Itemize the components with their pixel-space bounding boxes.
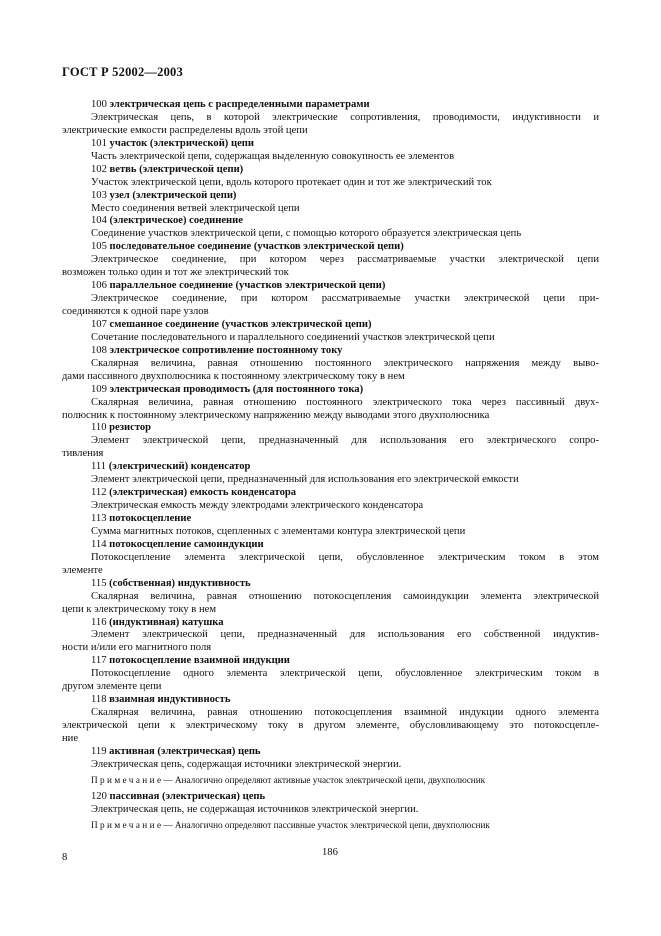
definition-line: Электрическая емкость между электродами электрического конденсатора bbox=[91, 500, 424, 512]
definition-line: Элемент электрической цепи, предназначенный для использования его электрической емкости bbox=[91, 474, 519, 486]
term-heading bbox=[62, 513, 599, 526]
term-heading bbox=[62, 655, 599, 668]
term-title: (электрическая) емкость конденсатора bbox=[109, 487, 297, 499]
term-number: 107 bbox=[91, 318, 107, 330]
note-line bbox=[62, 772, 599, 788]
term-number: 105 bbox=[91, 241, 107, 253]
term-number: 114 bbox=[91, 538, 107, 550]
term-number: 113 bbox=[91, 513, 107, 524]
sheet-number: 186 bbox=[322, 847, 338, 858]
term-heading bbox=[62, 791, 599, 804]
definition-line: ние bbox=[62, 732, 79, 744]
term-number: 116 bbox=[91, 616, 107, 628]
definition-line: Участок электрической цепи, вдоль которого протекает один и тот же электрический ток bbox=[91, 176, 492, 188]
definition-line: Скалярная величина, равная отношению потокосцепления самоиндукции элемента электрической bbox=[91, 590, 599, 602]
term-number: 119 bbox=[91, 745, 107, 757]
term-title: (электрический) конденсатор bbox=[108, 461, 251, 473]
term-heading bbox=[62, 280, 599, 293]
term-heading bbox=[62, 319, 599, 332]
term-entry bbox=[62, 241, 599, 280]
term-heading bbox=[62, 138, 599, 151]
term-number: 112 bbox=[91, 487, 107, 499]
note-text: — Аналогично определяют пассивные участок электрической цепи, двухполюсник bbox=[163, 819, 490, 830]
term-entry bbox=[62, 694, 599, 746]
term-title: (электрическое) соединение bbox=[109, 215, 243, 227]
definition-line: Соединение участков электрической цепи, с помощью которого образуется электрическая цепь bbox=[91, 228, 522, 240]
definition-line: Электрическое соединение, при котором рассматриваемые участки электрической цепи при- bbox=[91, 293, 599, 305]
term-number: 104 bbox=[91, 215, 107, 227]
term-heading bbox=[62, 345, 599, 358]
term-title: последовательное соединение (участков электрической цепи) bbox=[109, 241, 404, 253]
term-entry bbox=[62, 190, 599, 216]
term-entry bbox=[62, 461, 599, 487]
term-entry bbox=[62, 384, 599, 423]
note-text: — Аналогично определяют активные участок электрической цепи, двухполюсник bbox=[163, 774, 486, 785]
term-entry bbox=[62, 791, 599, 836]
term-title: электрическое сопротивление постоянному току bbox=[109, 344, 343, 356]
term-entry bbox=[62, 138, 599, 164]
term-heading bbox=[62, 461, 599, 474]
definition-line: электрической цепи к электрическому току в другом элементе, обусловливающему это потокосцепле- bbox=[62, 720, 599, 731]
term-title: ветвь (электрической цепи) bbox=[109, 163, 244, 175]
term-title: участок (электрической) цепи bbox=[109, 137, 254, 149]
definition-line: Потокосцепление одного элемента электрической цепи, обусловленное электрическим током в bbox=[91, 668, 599, 680]
term-title: взаимная индуктивность bbox=[109, 694, 231, 706]
term-title: электрическая проводимость (для постоянного тока) bbox=[109, 383, 364, 395]
terms-list bbox=[62, 99, 599, 836]
term-entry bbox=[62, 539, 599, 578]
term-number: 101 bbox=[91, 137, 107, 149]
note-line bbox=[62, 817, 599, 833]
term-heading bbox=[62, 422, 599, 435]
term-title: потокосцепление самоиндукции bbox=[109, 538, 264, 550]
term-heading bbox=[62, 746, 599, 759]
term-heading bbox=[62, 241, 599, 254]
definition-line: Элемент электрической цепи, предназначенный для использования его электрического сопро- bbox=[91, 435, 599, 447]
term-number: 100 bbox=[91, 99, 107, 110]
term-number: 111 bbox=[91, 461, 107, 473]
term-title: узел (электрической цепи) bbox=[109, 189, 237, 201]
definition-line: Электрическое соединение, при котором через рассматриваемые участки электрической цепи bbox=[91, 254, 599, 266]
term-entry bbox=[62, 422, 599, 461]
term-heading bbox=[62, 578, 599, 591]
definition-line: Электрическая цепь, в которой электрические сопротивления, проводимости, индуктивности и bbox=[91, 111, 599, 123]
term-number: 106 bbox=[91, 280, 107, 292]
definition-line: электрические емкости распределены вдоль этой цепи bbox=[62, 124, 308, 136]
term-heading bbox=[62, 164, 599, 177]
term-heading bbox=[62, 215, 599, 228]
term-title: пассивная (электрическая) цепь bbox=[109, 790, 266, 802]
term-entry bbox=[62, 345, 599, 384]
definition-line: Элемент электрической цепи, предназначенный для использования его собственной индуктив- bbox=[91, 629, 599, 641]
definition-line: возможен только один и тот же электрический ток bbox=[62, 267, 289, 279]
term-number: 110 bbox=[91, 422, 107, 434]
definition-line: Часть электрической цепи, содержащая выделенную совокупность ее элементов bbox=[91, 150, 455, 162]
term-number: 108 bbox=[91, 344, 107, 356]
term-entry bbox=[62, 164, 599, 190]
document-code: ГОСТ Р 52002—2003 bbox=[62, 65, 183, 79]
term-number: 117 bbox=[91, 655, 107, 667]
note-spacer bbox=[62, 833, 599, 836]
definition-line: Потокосцепление элемента электрической цепи, обусловленное электрическим током в этом bbox=[91, 551, 599, 563]
definition-line: Место соединения ветвей электрической цепи bbox=[91, 202, 300, 214]
definition-line: другом элементе цепи bbox=[62, 681, 162, 693]
term-title: (собственная) индуктивность bbox=[109, 577, 251, 589]
definition-line: Скалярная величина, равная отношению постоянного электрического тока через пассивный двух- bbox=[91, 396, 599, 408]
definition-line: Электрическая цепь, содержащая источники электрической энергии. bbox=[91, 758, 402, 770]
term-heading bbox=[62, 384, 599, 397]
term-heading bbox=[62, 487, 599, 500]
term-entry bbox=[62, 280, 599, 319]
term-heading bbox=[62, 99, 599, 112]
page-number: 8 bbox=[62, 852, 68, 863]
document-header bbox=[62, 65, 183, 80]
term-number: 102 bbox=[91, 163, 107, 175]
definition-line: элементе bbox=[62, 564, 103, 576]
term-number: 118 bbox=[91, 694, 107, 706]
term-entry bbox=[62, 319, 599, 345]
definition-line: дами пассивного двухполюсника к постоянному электрическому току в нем bbox=[62, 370, 405, 382]
term-entry bbox=[62, 487, 599, 513]
term-heading bbox=[62, 617, 599, 630]
term-heading bbox=[62, 190, 599, 203]
term-title: резистор bbox=[109, 422, 152, 434]
term-number: 115 bbox=[91, 577, 107, 589]
definition-line: Скалярная величина, равная отношению потокосцепления взаимной индукции одного элемента bbox=[91, 707, 599, 719]
term-entry bbox=[62, 215, 599, 241]
definition-line: Электрическая цепь, не содержащая источников электрической энергии. bbox=[91, 803, 419, 815]
definition-line: ности и/или его магнитного поля bbox=[62, 642, 212, 654]
term-number: 103 bbox=[91, 189, 107, 201]
definition-line: Скалярная величина, равная отношению постоянного электрического напряжения между выво- bbox=[91, 357, 599, 369]
term-title: электрическая цепь с распределенными параметрами bbox=[109, 99, 370, 110]
term-number: 120 bbox=[91, 790, 107, 802]
term-heading bbox=[62, 539, 599, 552]
term-title: активная (электрическая) цепь bbox=[109, 745, 261, 757]
note-label: Примечание bbox=[91, 774, 164, 785]
term-title: потокосцепление взаимной индукции bbox=[109, 655, 290, 667]
definition-line: соединяются к одной паре узлов bbox=[62, 306, 209, 317]
definition-line: Сочетание последовательного и параллельного соединений участков электрической цепи bbox=[91, 331, 495, 343]
term-number: 109 bbox=[91, 383, 107, 395]
term-entry bbox=[62, 617, 599, 656]
term-entry bbox=[62, 578, 599, 617]
definition-line: Сумма магнитных потоков, сцепленных с элементами контура электрической цепи bbox=[91, 525, 466, 537]
term-entry bbox=[62, 655, 599, 694]
definition-line: полюсник к постоянному электрическому напряжению между выводами этого двухполюсника bbox=[62, 409, 490, 421]
term-entry bbox=[62, 99, 599, 138]
note-label: Примечание bbox=[91, 819, 164, 830]
term-entry bbox=[62, 513, 599, 539]
term-heading bbox=[62, 694, 599, 707]
term-title: (индуктивная) катушка bbox=[109, 616, 224, 628]
term-title: смешанное соединение (участков электрической цепи) bbox=[109, 318, 372, 330]
term-entry bbox=[62, 746, 599, 791]
definition-line: тивления bbox=[62, 448, 104, 460]
term-title: потокосцепление bbox=[109, 513, 192, 524]
definition-line: цепи к электрическому току в нем bbox=[62, 603, 217, 615]
term-title: параллельное соединение (участков электрической цепи) bbox=[109, 280, 386, 292]
